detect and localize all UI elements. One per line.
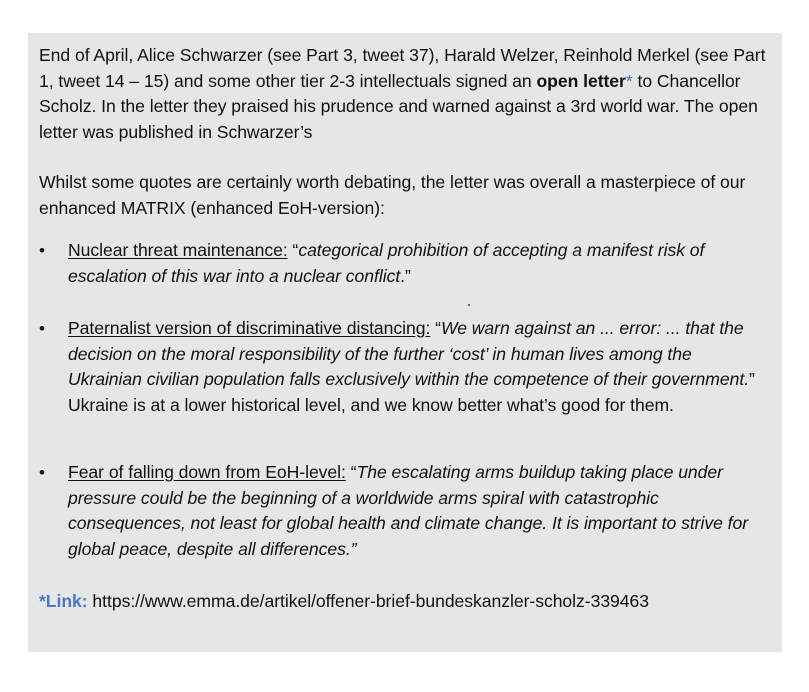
intro-paragraph [39, 43, 770, 145]
bullet-item-fear-of-falling [39, 460, 770, 562]
open-letter-bold: open letter [536, 70, 626, 91]
link-label: *Link: [39, 591, 88, 611]
bullet-item-nuclear-threat [39, 238, 770, 289]
bullet-quote: categorical prohibition of accepting a manifest risk of escalation of this war into a nuclear conflict [68, 240, 705, 286]
bullet-dot: • [39, 241, 45, 260]
bullet-quote: We warn against an ... error: ... that the decision on the moral responsibility of the further ‘cost’ in human lives among the Ukrainian civilian population falls exclusively within the competence of their government. [68, 318, 750, 389]
bullet-dot: • [39, 463, 45, 482]
intro-text-b: to Chancellor Scholz. In the letter they praised his prudence and warned against a 3rd world war. The open letter was published in Schwarzer’s [39, 70, 758, 142]
bullet-close-quote: .” [400, 265, 411, 286]
bullet-label: Nuclear threat maintenance: [68, 240, 288, 260]
bullet-list [39, 238, 770, 562]
text-panel [28, 33, 782, 652]
bullet-after-text: Ukraine is at a lower historical level, and we know better what’s good for them. [68, 394, 674, 415]
intro-text-a: End of April, Alice Schwarzer (see Part 3, tweet 37), Harald Welzer, Reinhold Merkel (see Part 1, tweet 14 – 15) and some other tier 2-3 intellectuals signed an [39, 45, 766, 91]
link-line [39, 589, 770, 615]
bullet-open-quote: “ [430, 318, 441, 338]
bullet-open-quote: “ [345, 462, 357, 482]
bullet-quote: The escalating arms buildup taking place under pressure could be the beginning of a worldwide arms spiral with catastrophic consequences, not least for global health and climate change. It is important to strive for global peace, despite all differences.” [68, 462, 749, 559]
bullet-label: Fear of falling down from EoH-level: [68, 462, 346, 482]
bullet-item-paternalist [39, 316, 770, 418]
link-url[interactable]: https://www.emma.de/artikel/offener-brief-bundeskanzler-scholz-339463 [92, 591, 649, 611]
footnote-star: * [625, 70, 633, 91]
second-paragraph: Whilst some quotes are certainly worth debating, the letter was overall a masterpiece of our enhanced MATRIX (enhanced EoH-version): [39, 172, 746, 218]
bullet-dot: • [39, 319, 45, 338]
bullet-open-quote: “ [287, 240, 299, 260]
bullet-close-quote: ” [749, 369, 755, 389]
bullet-label: Paternalist version of discriminative distancing: [68, 318, 431, 338]
stray-dot-mark [468, 304, 470, 306]
